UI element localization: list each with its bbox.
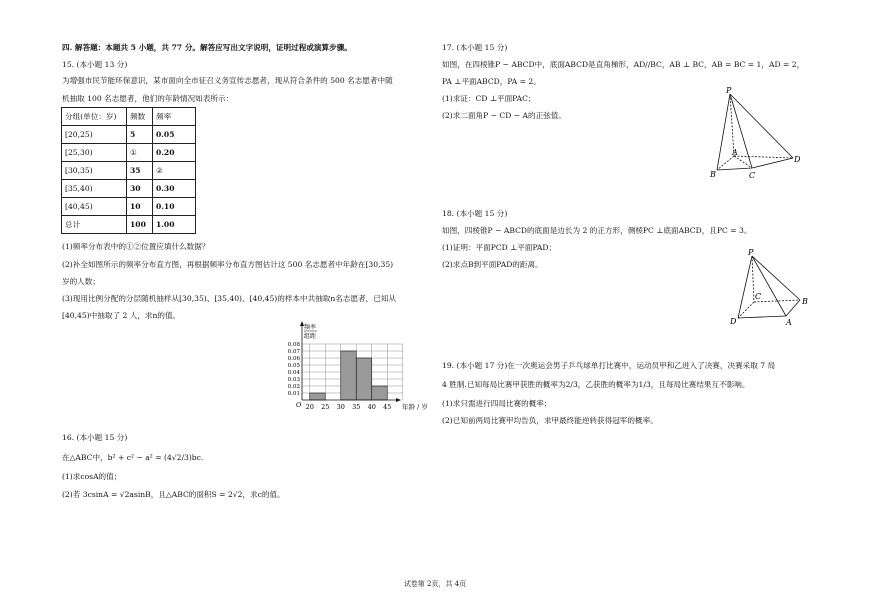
- y-tick-label: 0.05: [287, 362, 300, 369]
- q16-header: 16. (本小题 15 分): [62, 433, 128, 442]
- vertex-label: D: [794, 155, 801, 164]
- q18-part1: (1)证明：平面PCD ⊥平面PAD；: [442, 243, 557, 252]
- q19-statement-line2: 4 胜制.已知每局比赛甲获胜的概率为2/3，乙获胜的概率为1/3，且每局比赛结果互不影响。: [442, 380, 750, 389]
- vertex-label: A: [786, 318, 792, 327]
- table-cell: [20,25): [62, 126, 127, 144]
- y-tick-labels: [288, 342, 301, 397]
- table-cell: [40,45): [62, 198, 127, 216]
- table-cell: 0.10: [153, 198, 196, 216]
- q18-statement: 如图，四棱锥P − ABCD的底面是边长为 2 的正方形，侧棱PC ⊥底面ABCD，且PC = 3。: [442, 226, 752, 235]
- q15-intro-line2: 机抽取 100 名志愿者，他们的年龄情况如表所示：: [62, 94, 234, 103]
- table-cell: 10: [127, 198, 153, 216]
- q19-part1: (1)求只需进行四局比赛的概率；: [442, 399, 552, 408]
- x-tick-labels: [306, 403, 392, 411]
- table-row: [62, 216, 196, 234]
- x-tick-label: 20: [305, 403, 314, 411]
- x-axis-label: 年龄 / 岁: [402, 403, 428, 411]
- y-axis-label-top: 频率: [303, 324, 317, 331]
- y-tick-label: 0.08: [287, 341, 300, 348]
- table-cell: 0.05: [153, 126, 196, 144]
- y-tick-label: 0.06: [287, 355, 300, 362]
- vertex-label: B: [802, 297, 808, 306]
- table-cell: [25,30): [62, 144, 127, 162]
- y-tick-label: 0.07: [287, 348, 300, 355]
- y-tick-label: 0.04: [287, 369, 300, 376]
- q15-part3-line1: (3)现用比例分配的分层随机抽样从[30,35)、[35,40)、[40,45)的样本中共抽取n名志愿者，已知从: [62, 294, 397, 303]
- table-cell: 0.20: [153, 144, 196, 162]
- table-cell: 35: [127, 162, 153, 180]
- vertex-label: B: [710, 170, 716, 179]
- histogram-bar: [372, 386, 388, 400]
- q19-header-statement: 19. (本小题 17 分)在一次奥运会男子乒乓球单打比赛中，运动员甲和乙进入了决赛，决赛采取 7 局: [442, 361, 776, 370]
- frequency-histogram: [280, 318, 440, 414]
- y-axis-label-bottom: 组距: [303, 333, 317, 340]
- histogram-bar: [310, 393, 326, 400]
- table-cell: 总计: [62, 216, 127, 234]
- table-header-cell: 频率: [153, 108, 196, 126]
- vertex-label: C: [755, 292, 762, 301]
- vertex-label: C: [749, 171, 756, 180]
- table-row: [62, 144, 196, 162]
- q15-part2-line2: 岁的人数；: [62, 277, 100, 286]
- x-tick-label: 30: [336, 403, 345, 411]
- q16-part2: (2)若 3csinA = √2asinB，且△ABC的面积S = 2√2，求c的值。: [62, 490, 285, 499]
- page-footer: 试卷第 2页，共 4页: [403, 580, 467, 588]
- vertex-label: P: [726, 86, 732, 95]
- y-tick-label: 0.01: [287, 390, 300, 397]
- table-row: [62, 162, 196, 180]
- q15-intro-line1: 为增强市民节能环保意识，某市面向全市征召义务宣传志愿者，现从符合条件的 500 名志愿者中随: [62, 76, 393, 85]
- frequency-table: [61, 107, 196, 234]
- x-tick-label: 25: [321, 403, 330, 411]
- table-cell: 100: [127, 216, 153, 234]
- table-header-cell: 分组(单位：岁): [62, 108, 127, 126]
- q16-statement: 在△ABC中，b² + c² − a² = (4√2/3)bc.: [62, 453, 204, 462]
- table-row: [62, 198, 196, 216]
- q17-part1: (1)求证：CD ⊥平面PAC；: [442, 94, 536, 103]
- table-cell: [30,35): [62, 162, 127, 180]
- table-cell: 0.30: [153, 180, 196, 198]
- q15-part2-line1: (2)补全如图所示的频率分布直方图，再根据频率分布直方图估计这 500 名志愿者中年龄在[30,35): [62, 260, 394, 269]
- table-row: [62, 126, 196, 144]
- y-tick-label: 0.02: [287, 383, 300, 390]
- section-title: 四. 解答题：本题共 5 小题，共 77 分。解答应写出文字说明，证明过程或演算步骤。: [62, 43, 352, 52]
- q15-part1: (1)频率分布表中的①②位置应填什么数据？: [62, 242, 210, 251]
- q16-part1: (1)求cosA的值；: [62, 472, 122, 481]
- q15-part3-line2: [40,45)中抽取了 2 人，求n的值。: [62, 311, 181, 320]
- q17-statement-line2: PA ⊥平面ABCD，PA = 2。: [442, 77, 541, 86]
- q17-statement-line1: 如图，在四棱锥P − ABCD中，底面ABCD是直角梯形，AD//BC，AB ⊥ BC，AB = BC = 1，AD = 2，: [442, 60, 805, 69]
- q15-header: 15. (本小题 13 分): [62, 60, 128, 69]
- q18-header: 18. (本小题 15 分): [442, 209, 508, 218]
- x-tick-label: 45: [383, 403, 392, 411]
- vertex-label: P: [748, 248, 754, 257]
- histogram-bars: [310, 351, 388, 400]
- vertex-label: D: [730, 317, 737, 326]
- histogram-bar: [356, 358, 372, 400]
- q18-part2: (2)求点B到平面PAD的距离。: [442, 260, 543, 269]
- table-cell: 30: [127, 180, 153, 198]
- table-header-cell: 频数: [127, 108, 153, 126]
- table-header-row: [62, 108, 196, 126]
- q17-part2: (2)求二面角P − CD − A的正弦值。: [442, 111, 566, 120]
- q17-header: 17. (本小题 15 分): [442, 43, 508, 52]
- table-cell: ①: [127, 144, 153, 162]
- vertex-label: A: [732, 148, 738, 157]
- origin-label: O: [296, 401, 302, 409]
- table-cell: ②: [153, 162, 196, 180]
- x-tick-label: 40: [367, 403, 376, 411]
- y-tick-label: 0.03: [287, 376, 300, 383]
- table-cell: 1.00: [153, 216, 196, 234]
- x-tick-label: 35: [352, 403, 361, 411]
- x-axis-arrow: [396, 398, 401, 402]
- table-cell: [35,40): [62, 180, 127, 198]
- histogram-bar: [341, 351, 357, 400]
- q18-pyramid-figure: [722, 244, 822, 332]
- q19-part2: (2)已知前两局比赛甲均告负，求甲最终能逆转获得冠军的概率。: [442, 416, 658, 425]
- q17-pyramid-figure: [700, 84, 810, 184]
- table-cell: 5: [127, 126, 153, 144]
- table-row: [62, 180, 196, 198]
